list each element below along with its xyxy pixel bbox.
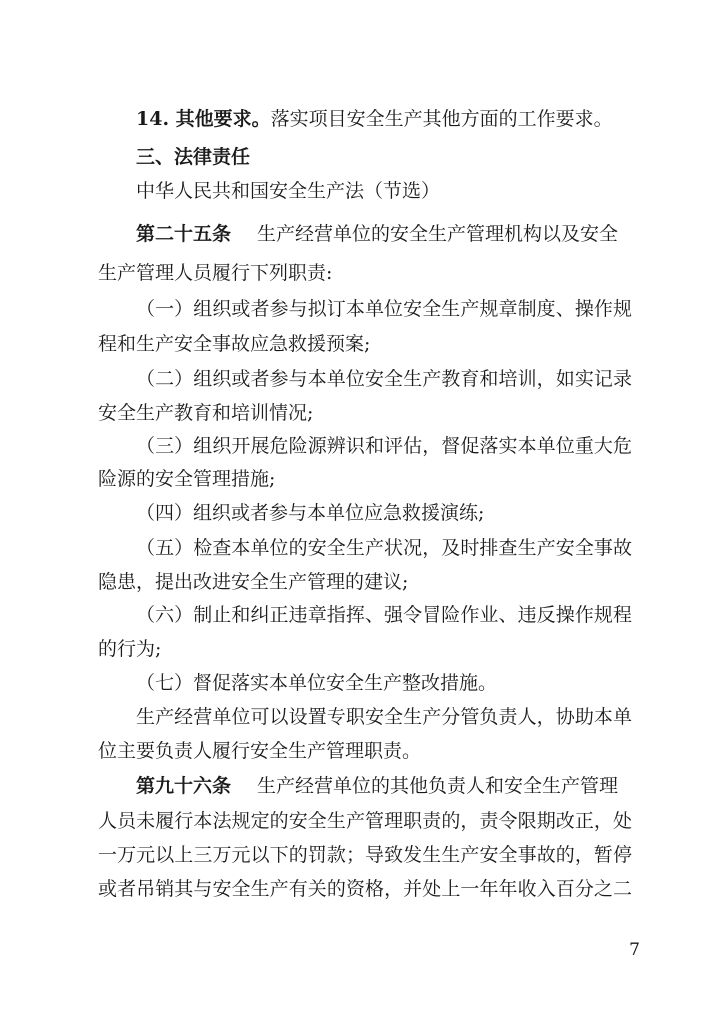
- duty-item-6-line-2: 的行为;: [98, 638, 162, 660]
- duty-item-1-line-1: （一）组织或者参与拟订本单位安全生产规章制度、操作规: [136, 298, 632, 320]
- article-25-text-1: 生产经营单位的安全生产管理机构以及安全: [257, 223, 619, 245]
- duty-item-1-line-2: 程和生产安全事故应急救援预案;: [98, 333, 371, 355]
- duty-item-2-line-2: 安全生产教育和培训情况;: [98, 402, 314, 424]
- article-25-line-2: 生产管理人员履行下列职责:: [98, 262, 333, 284]
- duty-item-7-line-1: （七）督促落实本单位安全生产整改措施。: [136, 672, 498, 694]
- article-96-text-1: 生产经营单位的其他负责人和安全生产管理: [257, 775, 619, 797]
- article-96-line-1: [136, 767, 632, 805]
- law-title: 中华人民共和国安全生产法（节选）: [136, 180, 441, 202]
- item-14-line: [136, 100, 632, 138]
- article-96-line-2: 人员未履行本法规定的安全生产管理职责的，责令限期改正，处: [98, 810, 632, 832]
- article-25-line-1: [136, 215, 632, 253]
- duty-item-6-line-1: （六）制止和纠正违章指挥、强令冒险作业、违反操作规程: [136, 604, 632, 626]
- duty-item-4-line-1: （四）组织或者参与本单位应急救援演练;: [136, 502, 485, 524]
- duty-item-5-line-2: 隐患，提出改进安全生产管理的建议;: [98, 571, 409, 593]
- item-14-text: 落实项目安全生产其他方面的工作要求。: [270, 108, 613, 130]
- article-96-line-3: 一万元以上三万元以下的罚款；导致发生生产安全事故的，暂停: [98, 844, 632, 866]
- duty-item-5-line-1: （五）检查本单位的安全生产状况，及时排查生产安全事故: [136, 537, 632, 559]
- section-title: 三、法律责任: [136, 146, 251, 168]
- article-96-head: 第九十六条: [136, 775, 232, 797]
- article-25-closing-line-1: 生产经营单位可以设置专职安全生产分管负责人，协助本单: [136, 706, 632, 728]
- duty-item-2-line-1: （二）组织或者参与本单位安全生产教育和培训，如实记录: [136, 368, 632, 390]
- duty-item-3-line-1: （三）组织开展危险源辨识和评估，督促落实本单位重大危: [136, 435, 632, 457]
- article-25-closing-line-2: 位主要负责人履行安全生产管理职责。: [98, 740, 422, 762]
- duty-item-3-line-2: 险源的安全管理措施;: [98, 468, 276, 490]
- item-14-head: 14. 其他要求。: [136, 108, 271, 130]
- article-96-line-4: 或者吊销其与安全生产有关的资格，并处上一年年收入百分之二: [98, 878, 632, 900]
- page-number: 7: [629, 940, 640, 960]
- article-25-head: 第二十五条: [136, 223, 232, 245]
